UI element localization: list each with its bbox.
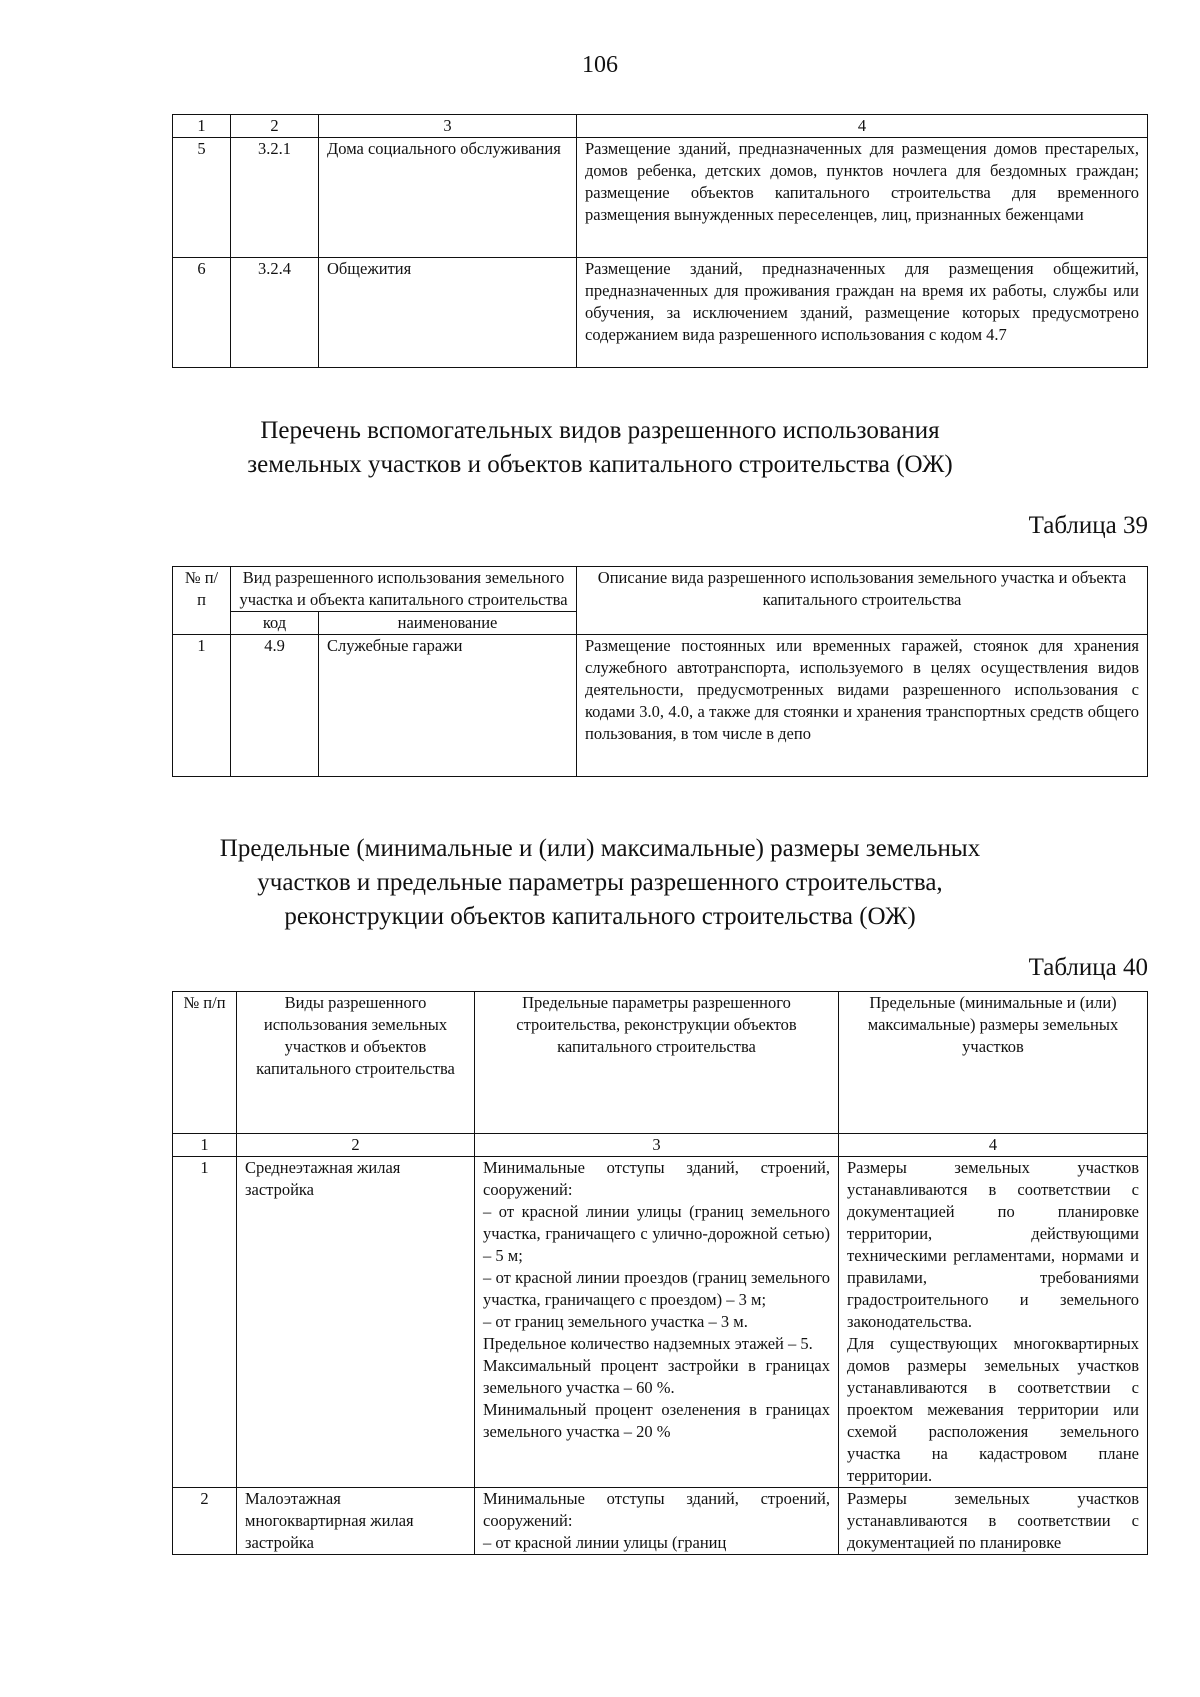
row-code: 3.2.1 — [231, 138, 319, 258]
param-line: – от красной линии улицы (границ — [483, 1533, 727, 1552]
table-row — [173, 258, 1148, 368]
param-line: Предельное количество надземных этажей – 5. — [483, 1334, 813, 1353]
row-sizes — [839, 1157, 1148, 1488]
param-line: Максимальный процент застройки в границах земельного участка – 60 %. — [483, 1356, 830, 1397]
header-cell: 3 — [319, 115, 577, 138]
row-kind: Среднеэтажная жилая застройка — [237, 1157, 475, 1488]
section2-title-line: участков и предельные параметры разрешенного строительства, — [257, 869, 943, 896]
header-num: № п/п — [173, 992, 237, 1134]
table-40 — [172, 991, 1148, 1555]
param-line: Минимальный процент озеленения в границах земельного участка – 20 % — [483, 1400, 830, 1441]
table-39 — [172, 566, 1148, 777]
table-row — [173, 1488, 1148, 1555]
column-number: 3 — [475, 1134, 839, 1157]
row-params — [475, 1488, 839, 1555]
header-sizes: Предельные (минимальные и (или) максимальные) размеры земельных участков — [839, 992, 1148, 1134]
header-cell: 4 — [577, 115, 1148, 138]
row-kind: Малоэтажная многоквартирная жилая застройка — [237, 1488, 475, 1555]
header-num: № п/п — [173, 567, 231, 635]
continued-table — [172, 114, 1148, 368]
param-line: Минимальные отступы зданий, строений, сооружений: — [483, 1158, 830, 1199]
row-description: Размещение зданий, предназначенных для размещения общежитий, предназначенных для проживания граждан на время их работы, службы или обучения, за исключением зданий, размещение которых предусмотрено содержанием вида разрешенного использования с кодом 4.7 — [577, 258, 1148, 368]
table-numbering-row — [173, 1134, 1148, 1157]
row-sizes — [839, 1488, 1148, 1555]
size-line: Размеры земельных участков устанавливаются в соответствии с документацией по планировке территории, действующими техническими регламентами, нормами и правилами, требованиями градостроительного и земельного законодательства. — [847, 1158, 1139, 1331]
row-number: 2 — [173, 1488, 237, 1555]
row-number: 1 — [173, 635, 231, 777]
header-description: Описание вида разрешенного использования земельного участка и объекта капитального строительства — [577, 567, 1148, 635]
row-name: Служебные гаражи — [319, 635, 577, 777]
table-row — [173, 1157, 1148, 1488]
row-description: Размещение постоянных или временных гаражей, стоянок для хранения служебного автотранспорта, используемого в целях осуществления видов деятельности, предусмотренных видами разрешенного использования с кодами 3.0, 4.0, а также для стоянки и хранения транспортных средств общего пользования, в том числе в депо — [577, 635, 1148, 777]
row-code: 3.2.4 — [231, 258, 319, 368]
table-header-row — [173, 567, 1148, 612]
param-line: – от красной линии проездов (границ земельного участка, граничащего с проездом) – 3 м; — [483, 1268, 830, 1309]
section1-title-line: Перечень вспомогательных видов разрешенного использования — [260, 417, 940, 444]
table-row — [173, 138, 1148, 258]
header-kind: Вид разрешенного использования земельного участка и объекта капитального строительства — [231, 567, 577, 612]
section1-title-line: земельных участков и объектов капитального строительства (ОЖ) — [247, 451, 953, 478]
header-name: наименование — [319, 612, 577, 635]
row-description: Размещение зданий, предназначенных для размещения домов престарелых, домов ребенка, детских домов, пунктов ночлега для бездомных граждан; размещение объектов капитального строительства для временного размещения вынужденных переселенцев, лиц, признанных беженцами — [577, 138, 1148, 258]
table-row — [173, 635, 1148, 777]
row-number: 6 — [173, 258, 231, 368]
table-header-row — [173, 992, 1148, 1134]
row-name: Общежития — [319, 258, 577, 368]
table-header-row — [173, 115, 1148, 138]
section1-title — [0, 414, 1200, 482]
header-code: код — [231, 612, 319, 635]
column-number: 2 — [237, 1134, 475, 1157]
row-code: 4.9 — [231, 635, 319, 777]
table-39-caption: Таблица 39 — [1028, 512, 1148, 539]
header-cell: 1 — [173, 115, 231, 138]
size-line: Размеры земельных участков устанавливаются в соответствии с документацией по планировке — [847, 1489, 1139, 1552]
section2-title-line: Предельные (минимальные и (или) максимальные) размеры земельных — [219, 835, 981, 862]
param-line: – от границ земельного участка – 3 м. — [483, 1312, 748, 1331]
param-line: Минимальные отступы зданий, строений, сооружений: — [483, 1489, 830, 1530]
row-name: Дома социального обслуживания — [319, 138, 577, 258]
column-number: 4 — [839, 1134, 1148, 1157]
row-number: 1 — [173, 1157, 237, 1488]
header-cell: 2 — [231, 115, 319, 138]
table-40-caption: Таблица 40 — [1028, 954, 1148, 981]
param-line: – от красной линии улицы (границ земельного участка, граничащего с улично-дорожной сетью) – 5 м; — [483, 1202, 830, 1265]
page-number: 106 — [582, 52, 618, 78]
header-params: Предельные параметры разрешенного строительства, реконструкции объектов капитального строительства — [475, 992, 839, 1134]
size-line: Для существующих многоквартирных домов размеры земельных участков устанавливаются в соответствии с проектом межевания территории или схемой расположения земельного участка на кадастровом плане территории. — [847, 1334, 1139, 1485]
section2-title — [0, 832, 1200, 934]
header-kind: Виды разрешенного использования земельных участков и объектов капитального строительства — [237, 992, 475, 1134]
section2-title-line: реконструкции объектов капитального строительства (ОЖ) — [284, 903, 916, 930]
column-number: 1 — [173, 1134, 237, 1157]
row-params — [475, 1157, 839, 1488]
row-number: 5 — [173, 138, 231, 258]
